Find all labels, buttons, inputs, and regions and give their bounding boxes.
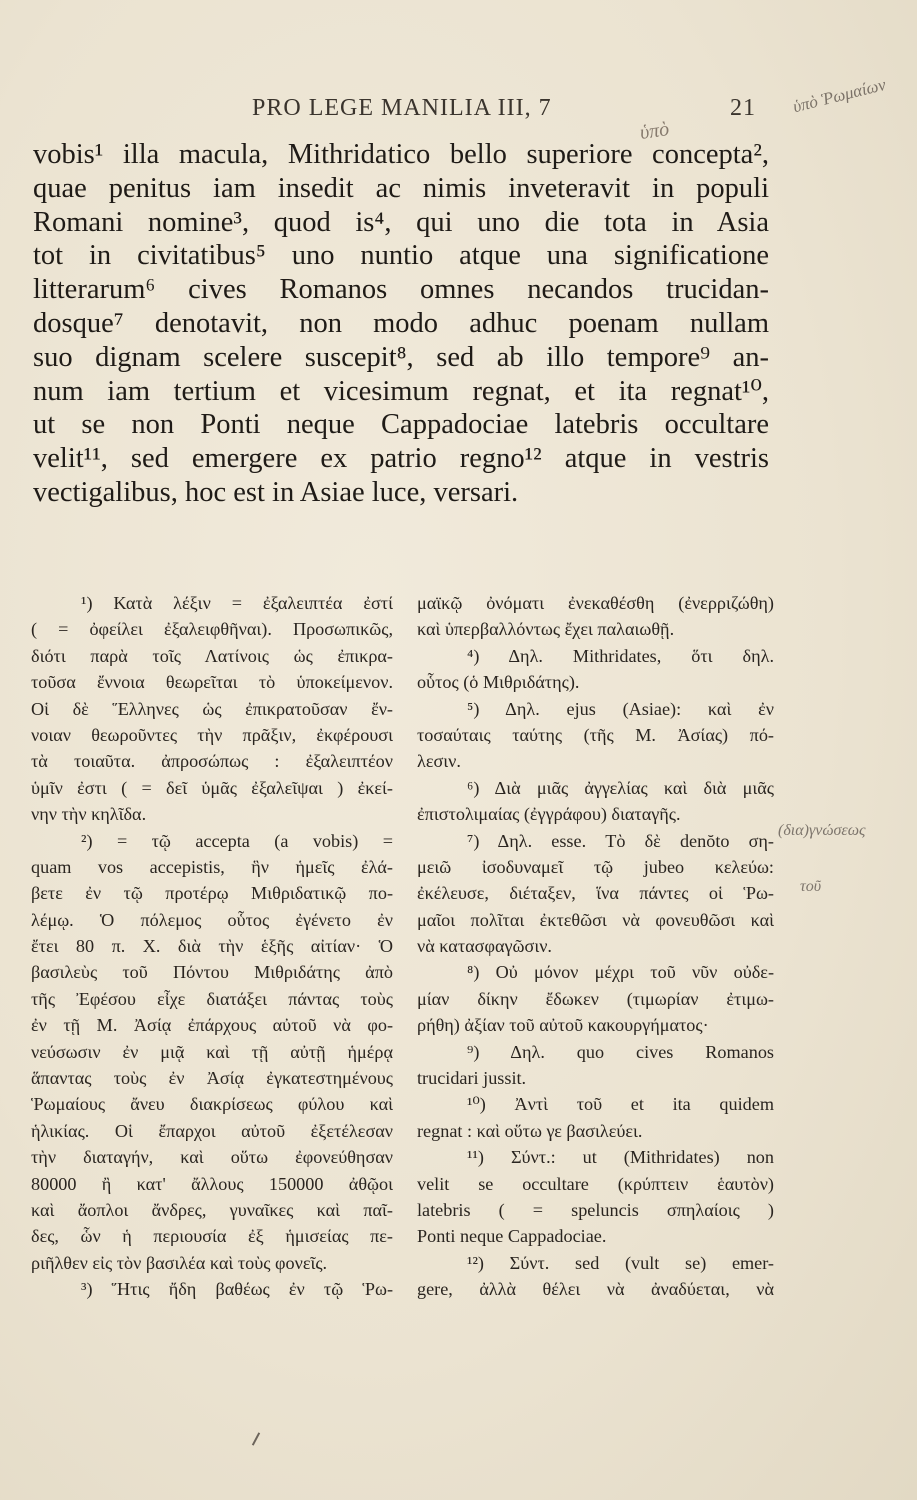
footnote-line: καὶ ἄοπλοι ἄνδρες, γυναῖκες καὶ παῖ- <box>31 1199 393 1220</box>
footnote-line: ⁵) Δηλ. ejus (Asiae): καὶ ἐν <box>467 698 774 719</box>
main-text-line: num iam tertium et vicesimum regnat, et ita regnat¹⁰, <box>33 375 769 407</box>
main-text-line: vobis¹ illa macula, Mithridatico bello superiore concepta², <box>33 139 769 170</box>
footnote-line: ἅπαντας τοὺς ἐν Ἀσίᾳ ἐγκατεστημένους <box>31 1068 393 1089</box>
footnote-line: νοιαν θεωροῦντες τὴν πρᾶξιν, ἐκφέρουσι <box>31 724 393 745</box>
footnote-line: Ponti neque Cappadociae. <box>417 1226 607 1247</box>
footnote-line: λεσιν. <box>417 751 461 772</box>
footnote-line: ἐκέλευσε, διέταξεν, ἵνα πάντες οἱ Ῥω- <box>417 883 774 904</box>
handwritten-annotation-top: ὑπὸ Ῥωμαίων <box>790 74 888 117</box>
footnote-line: gere, ἀλλὰ θέλει νὰ ἀναδύεται, νὰ <box>417 1279 774 1300</box>
main-text-line: ut se non Ponti neque Cappadociae latebris occultare <box>33 409 769 441</box>
footnote-line: οὗτος (ὁ Μιθριδάτης). <box>417 672 580 693</box>
handwritten-margin-note-7: τοῦ <box>800 878 822 895</box>
footnote-line: ἐπιστολιμαίας (ἐγγράφου) διαταγῆς. <box>417 804 681 825</box>
footnote-line: latebris ( = speluncis σπηλαίοις ) <box>417 1199 774 1220</box>
running-head-title: PRO LEGE MANILIA III, 7 <box>252 95 552 121</box>
footnote-line: ἡλικίας. Οἱ ἔπαρχοι αὐτοῦ ἐξετέλεσαν <box>31 1120 393 1141</box>
footnote-line: νην τὴν κηλῖδα. <box>31 804 147 825</box>
footnote-line: Ῥωμαίους ἄνευ διακρίσεως φύλου καὶ <box>31 1094 393 1115</box>
footnote-line: ( = ὀφείλει ἐξαλειφθῆναι). Προσωπικῶς, <box>31 619 393 640</box>
footnote-line: τὴν διαταγήν, καὶ οὕτω ἐφονεύθησαν <box>31 1147 393 1168</box>
footnote-line: τὰ τοιαῦτα. ἀπροσώπως : ἐξαλειπτέον <box>31 751 393 772</box>
footnote-line: regnat : καὶ οὕτω γε βασιλεύει. <box>417 1120 643 1141</box>
footnote-line: διότι παρὰ τοῖς Λατίνοις ὡς ἐπικρα- <box>31 645 393 666</box>
footnote-line: Οἱ δὲ Ἕλληνες ὡς ἐπικρατοῦσαν ἔν- <box>31 698 393 719</box>
main-text-line: suo dignam scelere suscepit⁸, sed ab illo tempore⁹ an- <box>33 341 769 373</box>
main-text-line: litterarum⁶ cives Romanos omnes necandos trucidan- <box>33 274 769 306</box>
footnote-line: ὑμῖν ἐστι ( = δεῖ ὑμᾶς ἐξαλεῖψαι ) ἐκεί- <box>31 777 393 798</box>
footnote-line: τῆς Ἐφέσου εἶχε διατάξει πάντας τοὺς <box>31 988 393 1009</box>
footnote-line: ἔτει 80 π. Χ. διὰ τὴν ἑξῆς αἰτίαν· Ὁ <box>31 936 393 957</box>
footnote-line: ριῆλθεν εἰς τὸν βασιλέα καὶ τοὺς φονεῖς. <box>31 1252 328 1273</box>
footnote-line: ¹) Κατὰ λέξιν = ἐξαλειπτέα ἐστί <box>81 593 393 613</box>
handwritten-margin-note-6: (δια)γνώσεως <box>778 822 866 839</box>
footnote-line: ⁸) Οὐ μόνον μέχρι τοῦ νῦν οὐδε- <box>467 962 774 983</box>
page-number: 21 <box>730 95 756 121</box>
footnote-line: ¹²) Σύντ. sed (vult se) emer- <box>467 1252 774 1273</box>
footnote-line: ⁹) Δηλ. quo cives Romanos <box>467 1041 774 1062</box>
footnote-line: μαϊκῷ ὀνόματι ἐνεκαθέσθη (ἐνερριζώθη) <box>417 593 774 613</box>
main-text-line: velit¹¹, sed emergere ex patrio regno¹² atque in vestris <box>33 443 769 475</box>
footnote-line: ἐν τῇ Μ. Ἀσίᾳ ἐπάρχους αὐτοῦ νὰ φο- <box>31 1015 393 1036</box>
footnote-line: καὶ ὑπερβαλλόντως ἔχει παλαιωθῇ. <box>417 619 675 640</box>
main-text-line: vectigalibus, hoc est in Asiae luce, versari. <box>33 476 519 508</box>
footnote-line: δες, ὧν ἡ περιουσία ἐξ ἡμισείας πε- <box>31 1226 393 1247</box>
footnote-line: 80000 ἢ κατ' ἄλλους 150000 ἀθῷοι <box>31 1173 393 1194</box>
footnote-line: λέμῳ. Ὁ πόλεμος οὗτος ἐγένετο ἐν <box>31 909 393 930</box>
pencil-tick-mark <box>252 1432 260 1445</box>
running-head <box>252 95 772 122</box>
footnote-line: μειῶ ἰσοδυναμεῖ τῷ jubeo κελεύω: <box>417 856 774 877</box>
main-text-line: Romani nomine³, quod is⁴, qui uno die tota in Asia <box>33 206 769 238</box>
footnotes-left-column <box>31 590 393 1303</box>
footnote-line: ⁴) Δηλ. Mithridates, ὅτι δηλ. <box>467 645 774 666</box>
footnote-line: ⁶) Διὰ μιᾶς ἀγγελίας καὶ διὰ μιᾶς <box>467 777 774 798</box>
footnote-line: τοῦσα ἔννοια θεωρεῖται τὸ ὑποκείμενον. <box>31 672 393 693</box>
footnote-line: βετε ἐν τῷ προτέρῳ Μιθριδατικῷ πο- <box>31 883 393 904</box>
footnote-line: μίαν δίκην ἔδωκεν (τιμωρίαν ἐτιμω- <box>417 988 774 1009</box>
footnote-line: ¹¹) Σύντ.: ut (Mithridates) non <box>467 1147 774 1168</box>
footnotes-right-column <box>417 590 774 1303</box>
handwritten-annotation-interlinear: ὑπὸ <box>638 118 671 144</box>
main-text-line: tot in civitatibus⁵ uno nuntio atque una significatione <box>33 240 769 272</box>
main-text-line: quae penitus iam insedit ac nimis inveteravit in populi <box>33 172 769 204</box>
footnote-line: trucidari jussit. <box>417 1068 527 1089</box>
footnote-line: velit se occultare (κρύπτειν ἑαυτὸν) <box>417 1173 774 1194</box>
footnote-line: μαῖοι πολῖται ἐκτεθῶσι νὰ φονευθῶσι καὶ <box>417 909 774 930</box>
footnote-line: ⁷) Δηλ. esse. Τὸ δὲ denŏto ση- <box>467 830 774 851</box>
latin-main-text <box>33 138 769 510</box>
footnote-line: ρήθη) ἀξίαν τοῦ αὐτοῦ κακουργήματος· <box>417 1015 709 1036</box>
footnote-line: ¹⁰) Ἀντὶ τοῦ et ita quidem <box>467 1094 774 1115</box>
footnote-line: ³) Ἥτις ἤδη βαθέως ἐν τῷ Ῥω- <box>81 1279 393 1300</box>
main-text-line: dosque⁷ denotavit, non modo adhuc poenam nullam <box>33 307 769 339</box>
footnote-line: βασιλεὺς τοῦ Πόντου Μιθριδάτης ἀπὸ <box>31 962 393 983</box>
footnote-line: ²) = τῷ accepta (a vobis) = <box>81 830 393 851</box>
footnote-line: νὰ κατασφαγῶσιν. <box>417 936 552 957</box>
footnote-line: νεύσωσιν ἐν μιᾷ καὶ τῇ αὐτῇ ἡμέρᾳ <box>31 1041 393 1062</box>
footnote-line: τοσαύταις ταύτης (τῆς Μ. Ἀσίας) πό- <box>417 724 774 745</box>
footnote-line: quam vos accepistis, ἣν ἡμεῖς ἐλά- <box>31 856 393 877</box>
